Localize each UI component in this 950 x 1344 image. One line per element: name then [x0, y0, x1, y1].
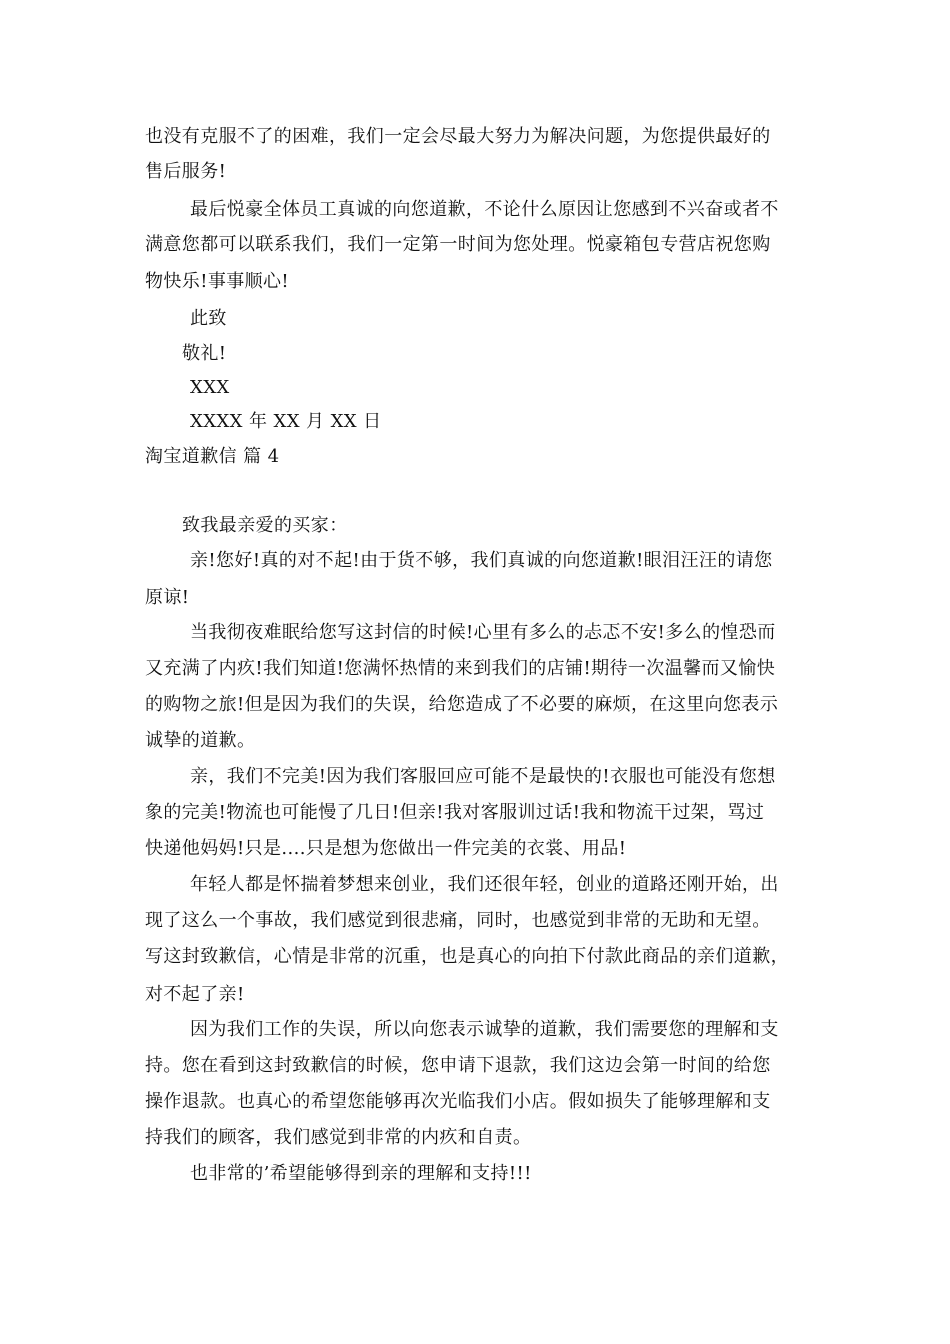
paragraph-line: 满意您都可以联系我们，我们一定第一时间为您处理。悦豪箱包专营店祝您购: [145, 234, 771, 255]
letter-greeting: 致我最亲爱的买家：: [182, 515, 348, 536]
paragraph-line: 售后服务!: [145, 161, 227, 182]
paragraph-line: 写这封致歉信，心情是非常的沉重，也是真心的向拍下付款此商品的亲们道歉，: [145, 946, 789, 967]
closing-line: 此致: [190, 308, 227, 329]
paragraph-line: 操作退款。也真心的希望您能够再次光临我们小店。假如损失了能够理解和支: [145, 1091, 771, 1112]
paragraph-line: 的购物之旅!但是因为我们的失误，给您造成了不必要的麻烦，在这里向您表示: [145, 694, 779, 715]
paragraph-line: 现了这么一个事故，我们感觉到很悲痛，同时，也感觉到非常的无助和无望。: [145, 910, 771, 931]
paragraph-line: 物快乐!事事顺心!: [145, 271, 290, 292]
paragraph-line: 诚挚的道歉。: [145, 730, 256, 751]
paragraph-line: 也没有克服不了的困难，我们一定会尽最大努力为解决问题，为您提供最好的: [145, 126, 771, 147]
date-line: XXXX 年 XX 月 XX 日: [190, 411, 382, 432]
paragraph-line: 最后悦豪全体员工真诚的向您道歉，不论什么原因让您感到不兴奋或者不: [190, 199, 779, 220]
paragraph-line: 原谅!: [145, 587, 190, 608]
paragraph-line: 当我彻夜难眠给您写这封信的时候!心里有多么的忐忑不安!多么的惶恐而: [190, 622, 776, 643]
paragraph-line: 又充满了内疚!我们知道!您满怀热情的来到我们的店铺!期待一次温馨而又愉快: [145, 658, 776, 679]
salute-line: 敬礼!: [182, 343, 227, 364]
paragraph-line: 也非常的’希望能够得到亲的理解和支持!!!: [190, 1163, 532, 1184]
paragraph-line: 年轻人都是怀揣着梦想来创业，我们还很年轻，创业的道路还刚开始，出: [190, 874, 779, 895]
paragraph-line: 持。您在看到这封致歉信的时候，您申请下退款，我们这边会第一时间的给您: [145, 1055, 771, 1076]
paragraph-line: 持我们的顾客，我们感觉到非常的内疚和自责。: [145, 1127, 532, 1148]
paragraph-line: 快递他妈妈!只是....只是想为您做出一件完美的衣裳、用品!: [145, 838, 627, 859]
paragraph-line: 象的完美!物流也可能慢了几日!但亲!我对客服训过话!我和物流干过架，骂过: [145, 802, 765, 823]
signature-line: XXX: [190, 377, 230, 398]
paragraph-line: 亲!您好!真的对不起!由于货不够，我们真诚的向您道歉!眼泪汪汪的请您: [190, 550, 773, 571]
paragraph-line: 因为我们工作的失误，所以向您表示诚挚的道歉，我们需要您的理解和支: [190, 1019, 779, 1040]
section-heading: 淘宝道歉信 篇 4: [145, 446, 280, 467]
paragraph-line: 亲，我们不完美!因为我们客服回应可能不是最快的!衣服也可能没有您想: [190, 766, 776, 787]
paragraph-line: 对不起了亲!: [145, 984, 245, 1005]
